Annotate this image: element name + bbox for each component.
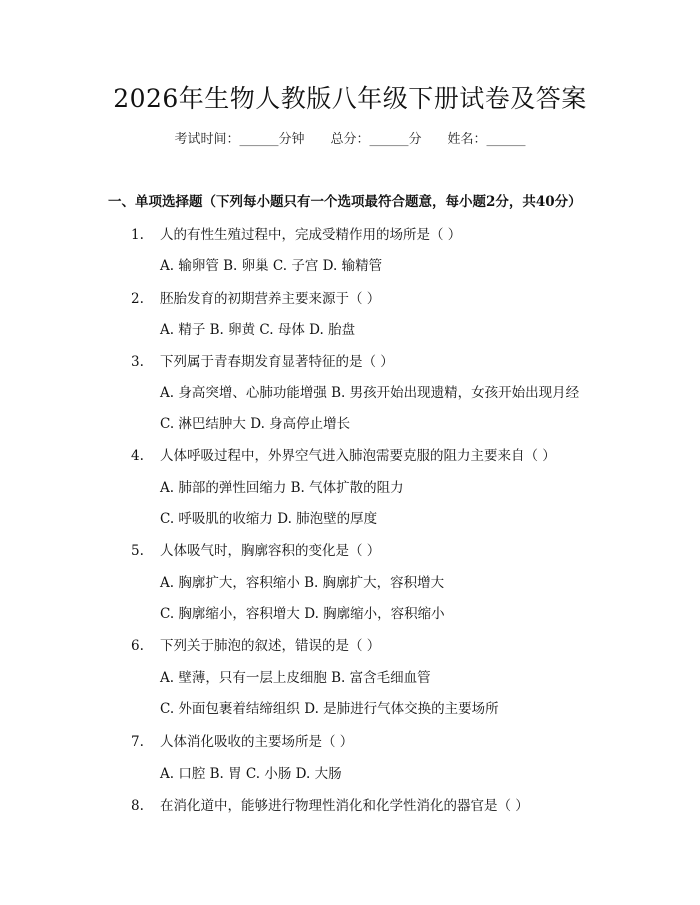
question-number: 4. (131, 448, 144, 464)
question-text: 人体呼吸过程中，外界空气进入肺泡需要克服的阻力主要来自（ ） (160, 448, 556, 464)
question-number: 8. (131, 798, 144, 814)
question-number: 7. (131, 734, 144, 750)
question-text: 下列属于青春期发育显著特征的是（ ） (160, 354, 394, 370)
question-number: 2. (131, 291, 144, 307)
question-options: A. 胸廓扩大，容积缩小 B. 胸廓扩大，容积增大 (160, 575, 445, 591)
page-title: 2026年生物人教版八年级下册试卷及答案 (113, 84, 587, 113)
question-number: 5. (131, 543, 144, 559)
question-text: 人体消化吸收的主要场所是（ ） (160, 734, 354, 750)
question-number: 3. (131, 354, 144, 370)
question-options: C. 呼吸肌的收缩力 D. 肺泡壁的厚度 (160, 511, 378, 527)
question-text: 人体吸气时，胸廓容积的变化是（ ） (160, 543, 381, 559)
question-options: A. 精子 B. 卵黄 C. 母体 D. 胎盘 (160, 322, 356, 338)
question-options: C. 外面包裹着结缔组织 D. 是肺进行气体交换的主要场所 (160, 701, 499, 717)
question-options: A. 壁薄，只有一层上皮细胞 B. 富含毛细血管 (160, 670, 431, 686)
exam-time-field: 考试时间：______分钟 (174, 132, 305, 147)
question-text: 在消化道中，能够进行物理性消化和化学性消化的器官是（ ） (160, 798, 529, 814)
question-number: 1. (131, 227, 144, 243)
question-options: C. 胸廓缩小，容积增大 D. 胸廓缩小，容积缩小 (160, 606, 445, 622)
question-text: 人的有性生殖过程中，完成受精作用的场所是（ ） (160, 227, 462, 243)
total-score-field: 总分：______分 (330, 132, 422, 147)
question-options: C. 淋巴结肿大 D. 身高停止增长 (160, 416, 351, 432)
question-number: 6. (131, 638, 144, 654)
question-text: 下列关于肺泡的叙述，错误的是（ ） (160, 638, 381, 654)
exam-meta-line (0, 130, 700, 150)
question-options: A. 输卵管 B. 卵巢 C. 子宫 D. 输精管 (160, 258, 383, 274)
section-heading: 一、单项选择题（下列每小题只有一个选项最符合题意，每小题2分，共40分） (108, 194, 582, 210)
question-options: A. 身高突增、心肺功能增强 B. 男孩开始出现遗精，女孩开始出现月经 (160, 385, 580, 401)
question-options: A. 肺部的弹性回缩力 B. 气体扩散的阻力 (160, 480, 404, 496)
question-options: A. 口腔 B. 胃 C. 小肠 D. 大肠 (160, 766, 342, 782)
question-text: 胚胎发育的初期营养主要来源于（ ） (160, 291, 381, 307)
student-name-field: 姓名：______ (447, 132, 526, 147)
